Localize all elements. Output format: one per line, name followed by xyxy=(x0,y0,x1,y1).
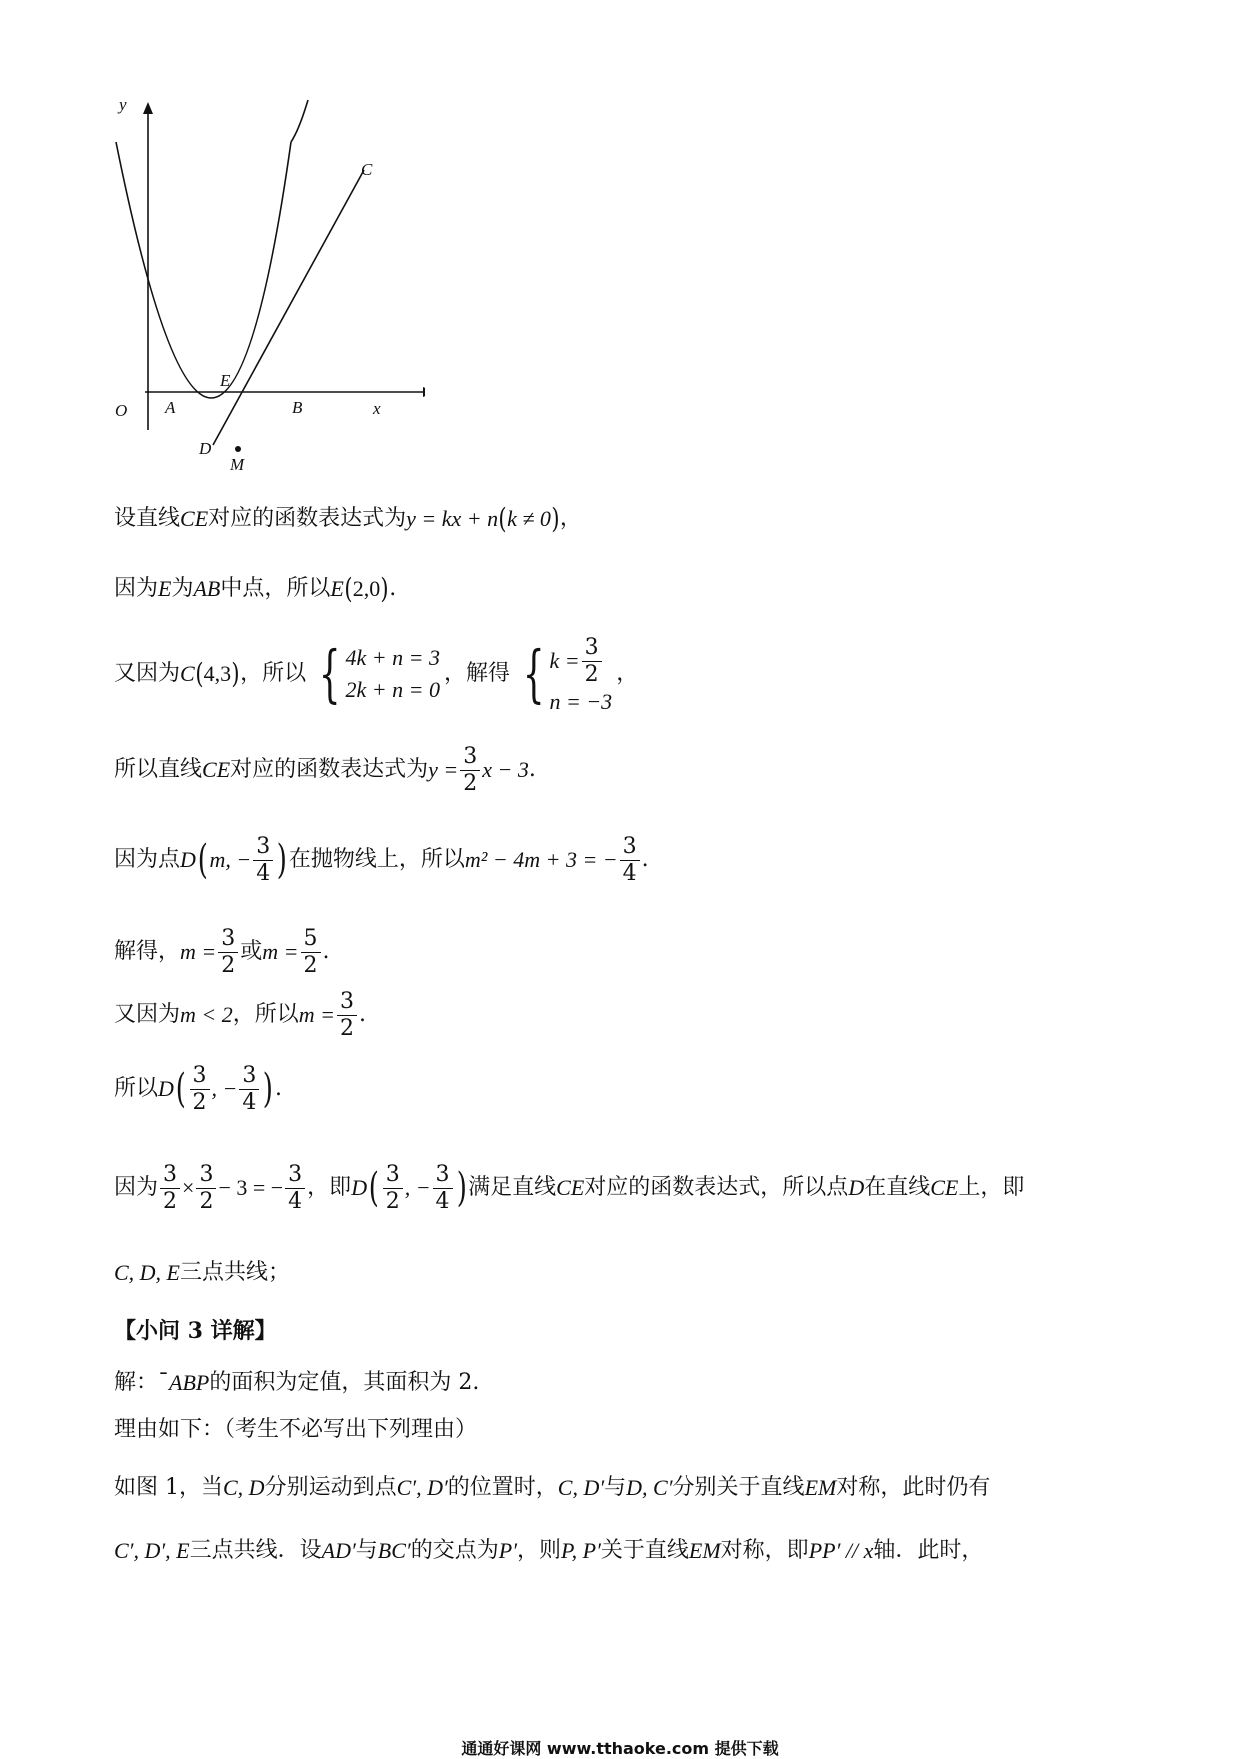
text: 理由如下：（考生不必写出下列理由） xyxy=(114,1417,478,1442)
paren: ( xyxy=(197,837,208,884)
solution-system: { k = $\frac{3}{2}$ n = −3 xyxy=(522,635,613,714)
fraction: $\frac{3}{4}$ xyxy=(239,1064,259,1115)
paren: ) xyxy=(231,657,240,691)
line-3 xyxy=(114,636,638,713)
text: ，所以 xyxy=(232,1002,299,1028)
math-times: × xyxy=(182,1175,195,1201)
math-k: k = xyxy=(549,648,580,674)
math-cd: C, D xyxy=(223,1475,265,1500)
math-e: E xyxy=(330,576,344,601)
text: 分别关于直线 xyxy=(672,1475,805,1500)
math-ce: CE xyxy=(180,506,209,531)
line-4 xyxy=(114,745,536,796)
text: 的交点为 xyxy=(410,1538,499,1563)
text: 与 xyxy=(355,1538,378,1563)
math-ad: AD′ xyxy=(321,1538,356,1563)
parabola-figure xyxy=(105,100,425,470)
math-comma: , − xyxy=(404,1175,431,1201)
math-n: n = −3 xyxy=(549,688,613,714)
text: 上，即 xyxy=(958,1175,1025,1201)
math-cdp: C′, D′ xyxy=(396,1475,448,1500)
paren: ) xyxy=(263,1066,274,1113)
math-ab: AB xyxy=(193,576,221,601)
text: ， xyxy=(616,661,639,687)
text: 对应的函数表达式，所以点 xyxy=(584,1175,849,1201)
math-cde: C′, D′, E xyxy=(114,1538,190,1563)
equation: 4k + n = 3 xyxy=(345,645,441,671)
text: 又因为 xyxy=(114,661,181,687)
text: . xyxy=(274,1076,282,1102)
line-2 xyxy=(114,572,397,605)
equation-system: { 4k + n = 3 2k + n = 0 xyxy=(318,637,441,711)
parabola-curve-ext xyxy=(291,100,308,142)
math-d: D xyxy=(351,1175,368,1201)
math-m: m = xyxy=(262,939,299,965)
paren: ( xyxy=(175,1066,186,1113)
math-ce: CE xyxy=(556,1175,585,1201)
line-10 xyxy=(114,1262,290,1284)
fraction: $\frac{3}{2}$ xyxy=(196,1163,216,1214)
math-ce: CE xyxy=(930,1175,959,1201)
text: 轴．此时， xyxy=(873,1538,984,1563)
text: 所以 xyxy=(114,1076,159,1102)
text: . xyxy=(641,847,649,873)
text: 的面积为定值，其面积为 2. xyxy=(209,1370,480,1395)
math-cond: m < 2 xyxy=(180,1002,233,1028)
fraction: $\frac{5}{2}$ xyxy=(301,927,321,978)
text: 满足直线 xyxy=(468,1175,557,1201)
footer-watermark: 通通好课网 www.tthaoke.com 提供下载 xyxy=(461,1739,779,1758)
math-d: D xyxy=(158,1076,174,1102)
text: ，则 xyxy=(517,1538,562,1563)
text: 对称，即 xyxy=(720,1538,809,1563)
line-15 xyxy=(114,1540,983,1562)
line-9 xyxy=(114,1163,1024,1214)
text: 因为 xyxy=(114,576,159,601)
text: ，即 xyxy=(307,1175,352,1201)
text: 与 xyxy=(604,1475,627,1500)
text: 中点，所以 xyxy=(220,576,331,601)
text: 三点共线．设 xyxy=(189,1538,322,1563)
math-cond: k ≠ 0 xyxy=(507,506,551,531)
math-minus: − 3 = − xyxy=(218,1175,284,1201)
fraction: $\frac{3}{4}$ xyxy=(253,835,273,886)
text: 设直线 xyxy=(114,506,181,531)
math-abp: ABP xyxy=(169,1370,210,1395)
text: 在抛物线上，所以 xyxy=(288,847,465,873)
label-c: C xyxy=(361,160,373,179)
text: 所以直线 xyxy=(114,757,203,783)
text: 分别运动到点 xyxy=(264,1475,397,1500)
text: 如图 1，当 xyxy=(114,1475,223,1500)
math-comma: , − xyxy=(211,1076,238,1102)
paren: ( xyxy=(344,572,353,605)
text: 对应的函数表达式为 xyxy=(230,757,429,783)
math-cdp: C, D′ xyxy=(557,1475,605,1500)
fraction: $\frac{3}{2}$ xyxy=(160,1163,180,1214)
line-14 xyxy=(114,1477,990,1499)
paren: ) xyxy=(276,837,288,884)
math-m: m, − xyxy=(209,847,252,873)
math-em: EM xyxy=(804,1475,837,1500)
point-m xyxy=(235,446,241,452)
math-ppx: PP′ // x xyxy=(808,1538,874,1563)
x-axis-arrow xyxy=(423,387,425,397)
label-x: x xyxy=(373,399,381,418)
text: ，所以 xyxy=(240,661,307,687)
math-cde: C, D, E xyxy=(114,1260,180,1285)
section-heading xyxy=(114,1320,277,1342)
text: . xyxy=(322,939,330,965)
paren: ) xyxy=(551,502,560,535)
line-5 xyxy=(114,835,649,886)
fraction: $\frac{3}{2}$ xyxy=(582,636,602,687)
text: 因为 xyxy=(114,1175,159,1201)
math-c: C xyxy=(180,661,195,687)
fraction: $\frac{3}{2}$ xyxy=(460,745,480,796)
text: . xyxy=(528,757,536,783)
math-d: D xyxy=(180,847,196,873)
label-e: E xyxy=(220,371,231,390)
text: 三点共线； xyxy=(180,1260,291,1285)
math-expr: m² − 4m + 3 = − xyxy=(464,847,618,873)
math-ce: CE xyxy=(202,757,231,783)
math-m: m = xyxy=(180,939,217,965)
y-axis-arrow xyxy=(143,102,153,114)
line-12 xyxy=(114,1372,479,1394)
label-y: y xyxy=(119,100,127,114)
text: 或 xyxy=(240,939,263,965)
math-tail: x − 3 xyxy=(482,757,529,783)
fraction: $\frac{3}{4}$ xyxy=(433,1163,453,1214)
text: 在直线 xyxy=(864,1175,931,1201)
math-dcp: D, C′ xyxy=(626,1475,673,1500)
paren: ( xyxy=(498,502,507,535)
label-b: B xyxy=(292,398,303,417)
fraction: $\frac{3}{2}$ xyxy=(383,1163,403,1214)
line-7 xyxy=(114,990,366,1041)
math-p: P′ xyxy=(498,1538,518,1563)
text: 的位置时， xyxy=(447,1475,558,1500)
triangle-symbol: ¯ xyxy=(158,1370,170,1395)
fraction: $\frac{3}{2}$ xyxy=(190,1064,210,1115)
fraction: $\frac{3}{4}$ xyxy=(620,835,640,886)
fraction: $\frac{3}{2}$ xyxy=(337,990,357,1041)
line-dc xyxy=(213,170,364,445)
math-e: E xyxy=(158,576,172,601)
text: 解： xyxy=(114,1370,159,1395)
label-m: M xyxy=(230,455,245,470)
text: 对应的函数表达式为 xyxy=(208,506,407,531)
label-o: O xyxy=(115,401,128,420)
text: 因为点 xyxy=(114,847,181,873)
paren: ) xyxy=(380,572,389,605)
math-pp: P, P′ xyxy=(561,1538,601,1563)
text: . xyxy=(359,1002,366,1028)
fraction: $\frac{3}{4}$ xyxy=(285,1163,305,1214)
paren: ( xyxy=(195,657,204,691)
text: . xyxy=(389,576,397,601)
parabola-curve xyxy=(116,142,291,398)
fraction: $\frac{3}{2}$ xyxy=(218,927,238,978)
math-coord: 2,0 xyxy=(352,576,381,601)
label-d: D xyxy=(199,439,212,458)
math-bc: BC′ xyxy=(377,1538,411,1563)
text: 对称，此时仍有 xyxy=(836,1475,991,1500)
line-1 xyxy=(114,502,582,535)
paren: ) xyxy=(456,1165,467,1212)
text: ，解得 xyxy=(444,661,511,687)
text: 解得， xyxy=(114,939,181,965)
text: 又因为 xyxy=(114,1002,181,1028)
math-d: D xyxy=(848,1175,865,1201)
math-y: y = xyxy=(428,757,459,783)
text: 关于直线 xyxy=(600,1538,689,1563)
math-m: m = xyxy=(298,1002,335,1028)
label-a: A xyxy=(165,398,176,417)
line-13 xyxy=(114,1419,477,1441)
paren: ( xyxy=(368,1165,379,1212)
text: 【小问 3 详解】 xyxy=(114,1318,277,1344)
math-coord: 4,3 xyxy=(203,661,232,687)
text: 为 xyxy=(171,576,194,601)
line-8 xyxy=(114,1064,282,1115)
math-expr: y = kx + n xyxy=(406,506,499,531)
text: ， xyxy=(559,506,582,531)
equation: 2k + n = 0 xyxy=(345,677,441,703)
math-em: EM xyxy=(688,1538,721,1563)
line-6 xyxy=(114,927,330,978)
